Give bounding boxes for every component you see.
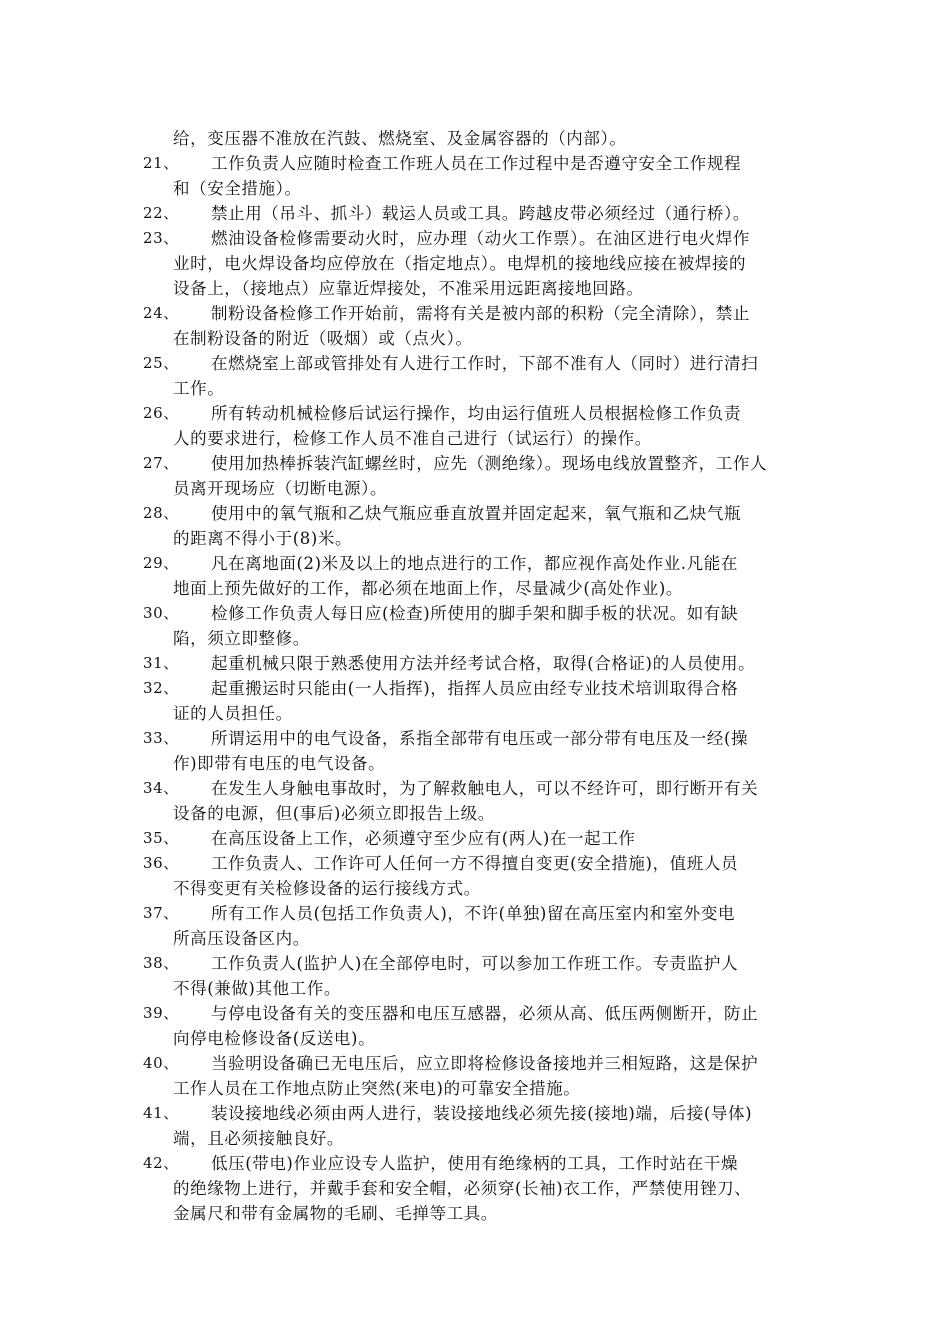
item-text-line: 工作。: [173, 379, 225, 398]
item-text-line: 在高压设备上工作，必须遵守至少应有(两人)在一起工作: [211, 829, 636, 848]
item-text-line: 与停电设备有关的变压器和电压互感器，必须从高、低压两侧断开，防止: [211, 1004, 759, 1023]
item-text-line: 所谓运用中的电气设备，系指全部带有电压或一部分带有电压及一经(操: [211, 729, 749, 748]
item-text-line: 禁止用（吊斗、抓斗）载运人员或工具。跨越皮带必须经过（通行桥）。: [211, 204, 750, 223]
item-text-line: 装设接地线必须由两人进行，装设接地线必须先接(接地)端，后接(导体): [211, 1104, 753, 1123]
item-text-line: 端，且必须接触良好。: [173, 1129, 344, 1148]
item-text-line: 地面上预先做好的工作，都必须在地面上作，尽量减少(高处作业)。: [173, 579, 683, 598]
item-number: 26、: [143, 404, 179, 422]
continuation-line: 给，变压器不准放在汽鼓、燃烧室、及金属容器的（内部）。: [173, 129, 627, 148]
item-text-line: 所有工作人员(包括工作负责人)，不许(单独)留在高压室内和室外变电: [211, 904, 736, 923]
item-text-line: 所有转动机械检修后试运行操作，均由运行值班人员根据检修工作负责: [211, 404, 742, 423]
item-text-line: 工作人员在工作地点防止突然(来电)的可靠安全措施。: [173, 1079, 581, 1098]
item-text-line: 起重搬运时只能由(一人指挥)，指挥人员应由经专业技术培训取得合格: [211, 679, 739, 698]
item-number: 24、: [143, 304, 179, 322]
item-number: 23、: [143, 229, 179, 247]
item-text-line: 工作负责人应随时检查工作班人员在工作过程中是否遵守安全工作规程: [211, 154, 742, 173]
item-text-line: 使用加热棒拆装汽缸螺丝时，应先（测绝缘）。现场电线放置整齐，工作人: [211, 454, 768, 473]
item-text-line: 起重机械只限于熟悉使用方法并经考试合格，取得(合格证)的人员使用。: [211, 654, 756, 673]
item-number: 41、: [143, 1104, 179, 1122]
item-number: 21、: [143, 154, 179, 172]
item-text-line: 的绝缘物上进行，并戴手套和安全帽，必须穿(长袖)衣工作，严禁使用锉刀、: [173, 1179, 752, 1198]
item-text-line: 作)即带有电压的电气设备。: [173, 754, 386, 773]
item-number: 42、: [143, 1154, 179, 1172]
item-text-line: 当验明设备确已无电压后，应立即将检修设备接地并三相短路，这是保护: [211, 1054, 759, 1073]
item-text-line: 不得变更有关检修设备的运行接线方式。: [173, 879, 481, 898]
item-text-line: 设备的电源，但(事后)必须立即报告上级。: [173, 804, 495, 823]
item-number: 29、: [143, 554, 179, 572]
item-number: 36、: [143, 854, 179, 872]
item-number: 37、: [143, 904, 179, 922]
item-number: 22、: [143, 204, 179, 222]
item-text-line: 设备上，（接地点）应靠近焊接处，不准采用远距离接地回路。: [173, 279, 644, 298]
item-number: 35、: [143, 829, 179, 847]
item-number: 39、: [143, 1004, 179, 1022]
item-text-line: 的距离不得小于(8)米。: [173, 529, 353, 548]
item-text-line: 燃油设备检修需要动火时，应办理（动火工作票）。在油区进行电火焊作: [211, 229, 750, 248]
item-number: 31、: [143, 654, 179, 672]
item-text-line: 制粉设备检修工作开始前，需将有关是被内部的积粉（完全清除），禁止: [211, 304, 750, 323]
item-text-line: 陷，须立即整修。: [173, 629, 310, 648]
item-text-line: 员离开现场应（切断电源）。: [173, 479, 388, 498]
item-number: 25、: [143, 354, 179, 372]
item-number: 40、: [143, 1054, 179, 1072]
item-number: 30、: [143, 604, 179, 622]
item-number: 28、: [143, 504, 179, 522]
item-text-line: 向停电检修设备(反送电)。: [173, 1029, 376, 1048]
item-text-line: 业时，电火焊设备均应停放在（指定地点）。电焊机的接地线应接在被焊接的: [173, 254, 747, 273]
item-text-line: 金属尺和带有金属物的毛刷、毛掸等工具。: [173, 1204, 498, 1223]
item-text-line: 在发生人身触电事故时，为了解救触电人，可以不经许可，即行断开有关: [211, 779, 759, 798]
item-text-line: 人的要求进行，检修工作人员不准自己进行（试运行）的操作。: [173, 429, 652, 448]
item-text-line: 工作负责人、工作许可人任何一方不得擅自变更(安全措施)，值班人员: [211, 854, 739, 873]
item-text-line: 不得(兼做)其他工作。: [173, 979, 341, 998]
item-text-line: 低压(带电)作业应设专人监护，使用有绝缘柄的工具，工作时站在干燥: [211, 1154, 739, 1173]
item-text-line: 在燃烧室上部或管排处有人进行工作时，下部不准有人（同时）进行清扫: [211, 354, 759, 373]
item-number: 32、: [143, 679, 179, 697]
item-text-line: 凡在离地面(2)米及以上的地点进行的工作，都应视作高处作业.凡能在: [211, 554, 738, 573]
item-number: 33、: [143, 729, 179, 747]
item-text-line: 检修工作负责人每日应(检查)所使用的脚手架和脚手板的状况。如有缺: [211, 604, 739, 623]
item-text-line: 和（安全措施）。: [173, 179, 302, 198]
item-number: 27、: [143, 454, 179, 472]
item-text-line: 工作负责人(监护人)在全部停电时，可以参加工作班工作。专责监护人: [211, 954, 739, 973]
item-text-line: 使用中的氧气瓶和乙炔气瓶应垂直放置并固定起来，氧气瓶和乙炔气瓶: [211, 504, 742, 523]
item-text-line: 证的人员担任。: [173, 704, 293, 723]
item-text-line: 所高压设备区内。: [173, 929, 310, 948]
item-number: 38、: [143, 954, 179, 972]
item-text-line: 在制粉设备的附近（吸烟）或（点火）。: [173, 329, 473, 348]
item-number: 34、: [143, 779, 179, 797]
